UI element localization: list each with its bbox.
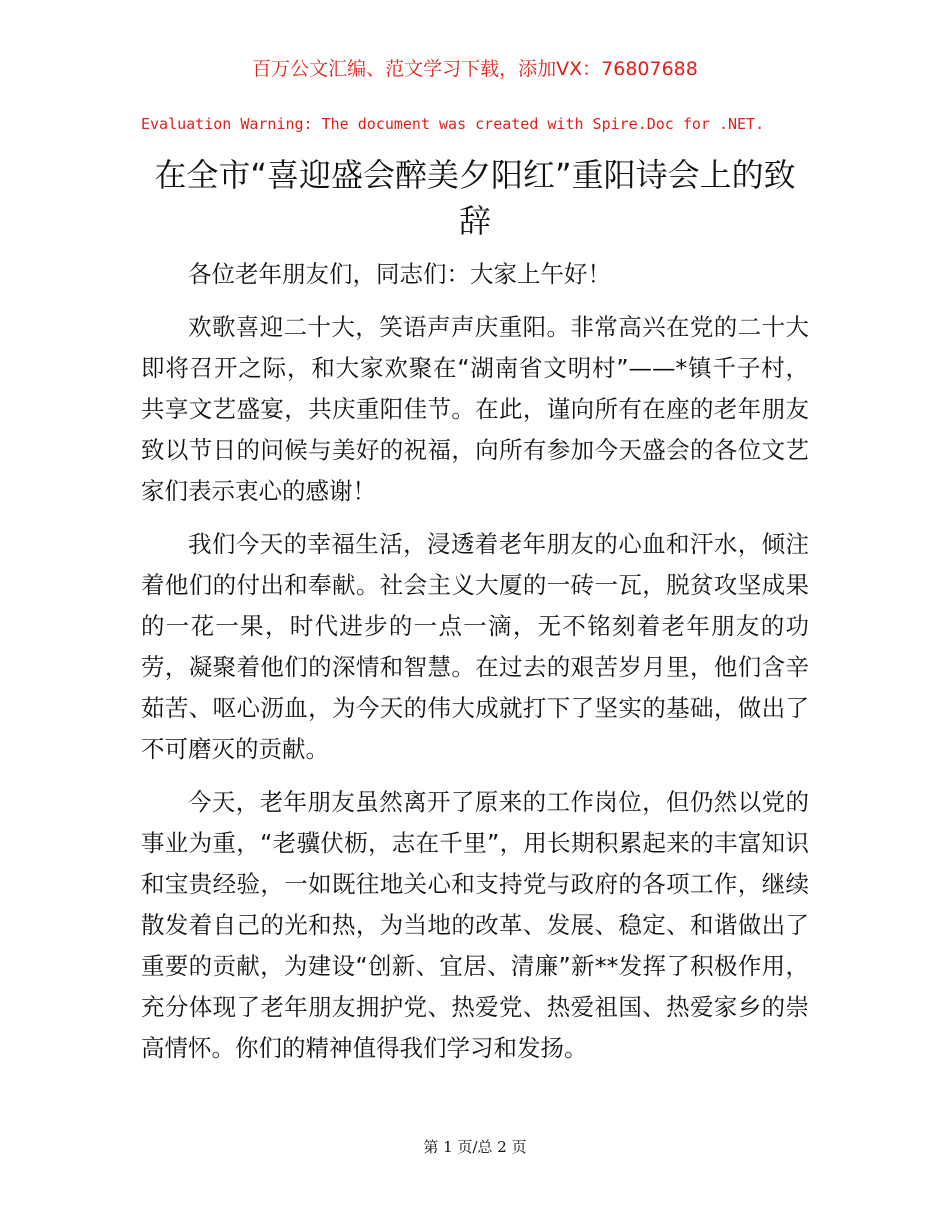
- document-body: [141, 254, 809, 1081]
- paragraph-today: 今天，老年朋友虽然离开了原来的工作岗位，但仍然以党的事业为重，“老骥伏枥，志在千里”，用长期积累起来的丰富知识和宝贵经验，一如既往地关心和支持党与政府的各项工作，继续散发着自己的光和热，为当地的改革、发展、稳定、和谐做出了重要的贡献，为建设“创新、宜居、清廉”新**发挥了积极作用，充分体现了老年朋友拥护党、热爱党、热爱祖国、热爱家乡的崇高情怀。你们的精神值得我们学习和发扬。: [141, 788, 809, 1062]
- evaluation-warning: Evaluation Warning: The document was created with Spire.Doc for .NET.: [141, 115, 765, 133]
- paragraph-opening: 欢歌喜迎二十大，笑语声声庆重阳。非常高兴在党的二十大即将召开之际，和大家欢聚在“湖南省文明村”——*镇千子村，共享文艺盛宴，共庆重阳佳节。在此，谨向所有在座的老年朋友致以节日的问候与美好的祝福，向所有参加今天盛会的各位文艺家们表示衷心的感谢！: [141, 313, 809, 505]
- promo-header: 百万公文汇编、范文学习下载，添加VX：76807688: [252, 58, 698, 80]
- paragraph-greeting: 各位老年朋友们，同志们：大家上午好！: [188, 260, 611, 288]
- paragraph-contribution: 我们今天的幸福生活，浸透着老年朋友的心血和汗水，倾注着他们的付出和奉献。社会主义大厦的一砖一瓦，脱贫攻坚成果的一花一果，时代进步的一点一滴，无不铭刻着老年朋友的功劳，凝聚着他们的深情和智慧。在过去的艰苦岁月里，他们含辛茹苦、呕心沥血，为今天的伟大成就打下了坚实的基础，做出了不可磨灭的贡献。: [141, 530, 809, 763]
- document-title: 在全市“喜迎盛会醉美夕阳红”重阳诗会上的致辞: [154, 156, 796, 240]
- page-number: 第 1 页/总 2 页: [423, 1138, 527, 1156]
